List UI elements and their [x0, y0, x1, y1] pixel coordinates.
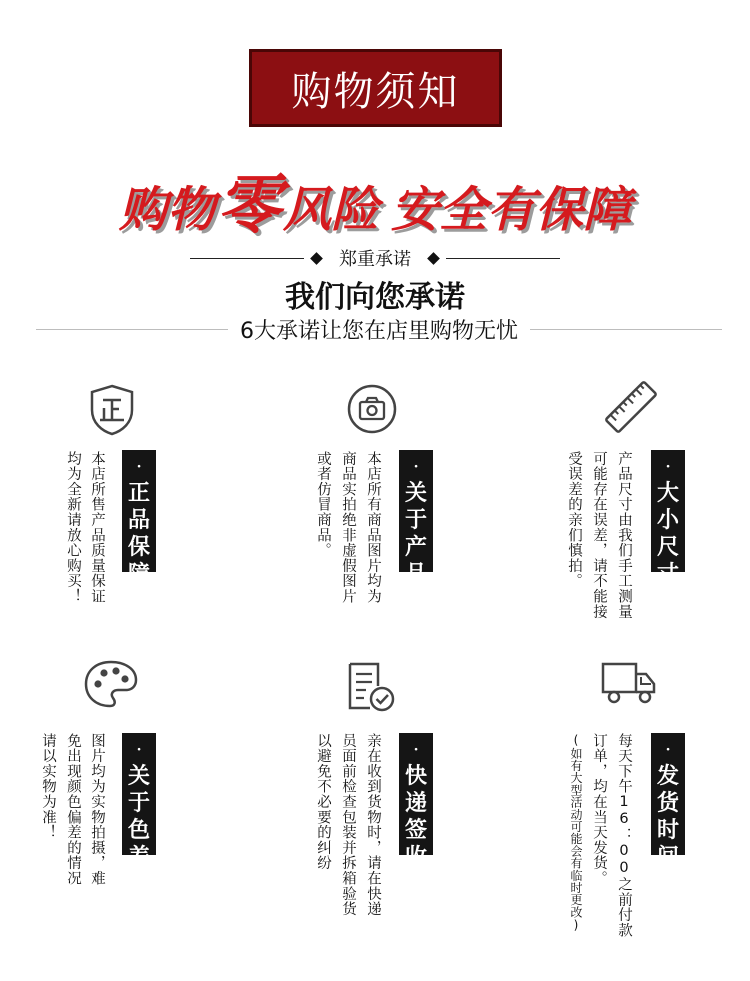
item-2-title-char: 品 — [404, 561, 427, 587]
item-2-text-line-2: 商品实拍绝非虚假图片 — [340, 451, 356, 604]
divider — [36, 329, 228, 330]
item-5-text-line-2: 员面前检查包装并拆箱验货 — [340, 733, 356, 917]
divider — [446, 258, 560, 259]
item-4-title-badge: · 关 于 色 差 — [122, 733, 156, 855]
item-6-title-badge: · 发 货 时 间 — [651, 733, 685, 855]
ruler-icon — [600, 376, 662, 438]
item-4-title-char: 色 — [127, 817, 150, 843]
item-5-title-badge: · 快 递 签 收 — [399, 733, 433, 855]
item-6-title-char: 货 — [656, 790, 679, 816]
item-1-title-char: 正 — [127, 480, 150, 506]
item-5-title-char: 快 — [404, 763, 427, 789]
item-1-text-line-1: 本店所售产品质量保证 — [89, 451, 105, 604]
item-3-title-char: 大 — [656, 480, 679, 506]
item-4-text-line-2: 免出现颜色偏差的情况 — [65, 733, 81, 886]
slogan-part-4: 安全有保障 — [391, 182, 632, 238]
slogan-part-1: 购物 — [118, 182, 215, 238]
item-2-text-line-3: 或者仿冒商品。 — [315, 451, 331, 559]
item-3-title-char: 尺 — [656, 534, 679, 560]
promise-label: 郑重承诺 — [339, 249, 411, 270]
item-1-title-char: 品 — [127, 507, 150, 533]
item-5-title-char: 递 — [404, 790, 427, 816]
promise-subtitle: 6大承诺让您在店里购物无忧 — [240, 318, 518, 344]
palette-icon — [82, 658, 140, 710]
item-4-text-line-1: 图片均为实物拍摄，难 — [89, 733, 105, 886]
item-5-title-char: 签 — [404, 817, 427, 843]
item-6-title-char: 发 — [656, 763, 679, 789]
truck-icon — [600, 660, 658, 706]
page-title-banner — [249, 49, 502, 127]
page-title: 购物须知 — [291, 68, 460, 115]
item-4-text-line-3: 请以实物为准！ — [40, 733, 56, 841]
item-6-text-line-3: (如有大型活动可能会有临时更改) — [569, 733, 583, 933]
checklist-icon — [344, 660, 398, 714]
zheng-shield-icon — [88, 383, 136, 437]
divider — [190, 258, 304, 259]
item-4-title-char: 关 — [127, 763, 150, 789]
slogan — [100, 169, 650, 243]
item-1-text-line-2: 均为全新请放心购买！ — [65, 451, 81, 604]
diamond-icon — [310, 252, 323, 265]
promise-label-row — [190, 243, 560, 273]
promise-title: 我们向您承诺 — [285, 280, 465, 315]
item-4-title-char: 差 — [127, 844, 150, 870]
item-5-text-line-3: 以避免不必要的纠纷 — [315, 733, 331, 871]
item-1-title-char: 保 — [127, 534, 150, 560]
divider — [530, 329, 722, 330]
slogan-part-2: 零 — [216, 169, 281, 243]
item-4-title-char: 于 — [127, 790, 150, 816]
item-6-title-char: 间 — [656, 844, 679, 870]
item-3-title-badge: · 大 小 尺 寸 — [651, 450, 685, 572]
item-2-title-badge: · 关 于 产 品 — [399, 450, 433, 572]
item-2-title-char: 于 — [404, 507, 427, 533]
item-3-text-line-3: 受误差的亲们慎拍。 — [566, 451, 582, 589]
item-2-text-line-1: 本店所有商品图片均为 — [365, 451, 381, 604]
item-2-title-char: 产 — [404, 534, 427, 560]
slogan-part-3: 风险 — [282, 182, 379, 238]
promise-subtitle-row — [36, 313, 722, 345]
item-6-text-line-1: 每天下午16：00之前付款 — [616, 733, 632, 938]
item-6-text-line-2: 订单，均在当天发货。 — [591, 733, 607, 886]
item-3-text-line-1: 产品尺寸由我们手工测量 — [616, 451, 632, 620]
item-5-title-char: 收 — [404, 844, 427, 870]
diamond-icon — [427, 252, 440, 265]
item-2-title-char: 关 — [404, 480, 427, 506]
camera-icon — [346, 383, 398, 435]
item-3-title-char: 寸 — [656, 561, 679, 587]
item-6-title-char: 时 — [656, 817, 679, 843]
item-1-title-badge: · 正 品 保 障 — [122, 450, 156, 572]
item-3-title-char: 小 — [656, 507, 679, 533]
item-1-title-char: 障 — [127, 561, 150, 587]
item-5-text-line-1: 亲在收到货物时，请在快递 — [365, 733, 381, 917]
item-3-text-line-2: 可能存在误差，请不能接 — [591, 451, 607, 620]
